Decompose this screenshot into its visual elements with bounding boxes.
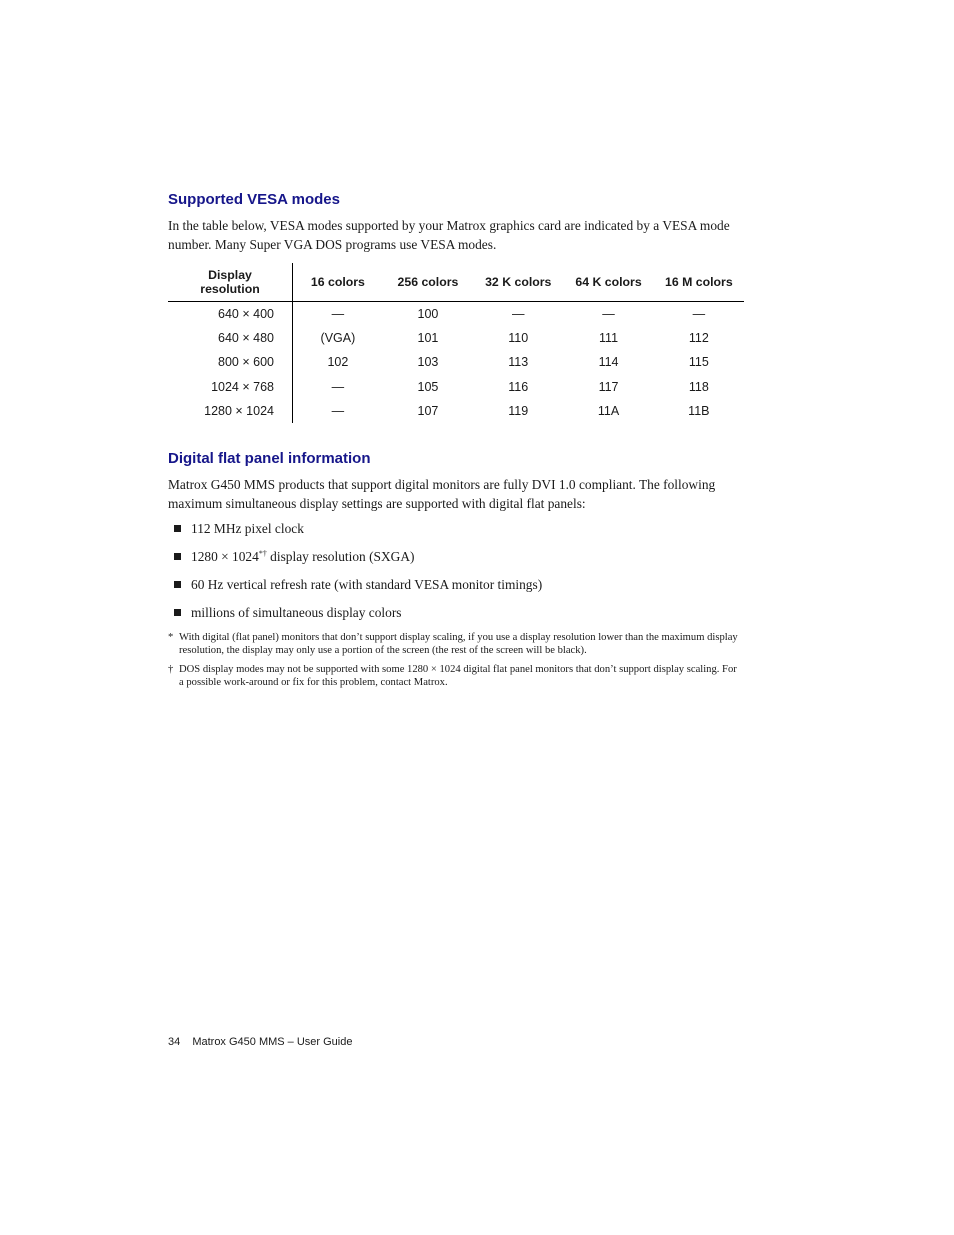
- table-cell: 118: [688, 379, 709, 394]
- table-cell: —: [331, 403, 345, 418]
- header-32k-colors: 32 K colors: [473, 263, 563, 302]
- list-item-text: display resolution (SXGA): [266, 548, 415, 564]
- list-item-text: millions of simultaneous display colors: [191, 604, 402, 620]
- footnote-mark: †: [168, 663, 174, 675]
- table-cell: 119: [508, 403, 529, 418]
- table-cell: 103: [417, 355, 439, 370]
- square-bullet-icon: [174, 581, 181, 588]
- table-cell: 117: [598, 379, 619, 394]
- page-number: 34: [168, 1036, 181, 1048]
- digital-flat-panel-heading: Digital flat panel information: [168, 449, 371, 467]
- page-footer: [168, 1035, 352, 1049]
- table-header-row: [168, 263, 744, 302]
- header-16-colors: 16 colors: [293, 263, 383, 302]
- table-cell: 11A: [597, 403, 620, 418]
- table-cell: (VGA): [320, 331, 356, 346]
- table-cell: 114: [598, 355, 619, 370]
- list-item: [168, 603, 744, 622]
- list-item: [168, 547, 744, 566]
- table-cell: —: [692, 307, 706, 322]
- table-cell: —: [331, 307, 345, 322]
- footnote: [168, 631, 744, 657]
- table-cell: 11B: [688, 403, 710, 418]
- page-content: [168, 190, 744, 695]
- table-cell: 105: [417, 379, 439, 394]
- table-cell: 112: [688, 331, 709, 346]
- header-256-colors: 256 colors: [383, 263, 473, 302]
- list-item: [168, 575, 744, 594]
- header-16m-colors: 16 M colors: [654, 263, 744, 302]
- table-row: [168, 326, 744, 350]
- table-cell: 640 × 400: [168, 302, 293, 327]
- square-bullet-icon: [174, 553, 181, 560]
- table-row: [168, 399, 744, 423]
- table-cell: 107: [417, 403, 439, 418]
- table-cell: 1024 × 768: [168, 375, 293, 399]
- table-cell: —: [602, 307, 615, 322]
- table-cell: 102: [327, 355, 349, 370]
- flat-panel-settings-list: [168, 519, 744, 622]
- table-row: [168, 375, 744, 399]
- square-bullet-icon: [174, 525, 181, 532]
- footnote-mark: *: [168, 631, 174, 643]
- vesa-modes-table: [168, 263, 744, 423]
- table-cell: 110: [508, 331, 529, 346]
- footnote: [168, 663, 744, 689]
- table-cell: 111: [599, 331, 619, 346]
- vesa-modes-heading: Supported VESA modes: [168, 191, 340, 208]
- list-item: [168, 519, 744, 538]
- footnote-reference-marks: *†: [258, 548, 267, 558]
- footnote-text: With digital (flat panel) monitors that don’t support display scaling, if you use a display resolution lower than the maximum display resolution, the display may only use a portion of the screen (the rest of the screen will be black).: [179, 631, 738, 656]
- list-item-text: 112 MHz pixel clock: [191, 520, 304, 536]
- footer-title: Matrox G450 MMS – User Guide: [192, 1036, 353, 1048]
- header-64k-colors: 64 K colors: [563, 263, 653, 302]
- list-item-resolution-value: 1280 × 1024: [191, 548, 259, 564]
- table-cell: —: [331, 379, 345, 394]
- table-cell: —: [511, 307, 525, 322]
- vesa-modes-intro: In the table below, VESA modes supported by your Matrox graphics card are indicated by a VESA mode number. Many Super VGA DOS programs use VESA modes.: [168, 218, 730, 252]
- header-display-resolution: Display resolution: [168, 263, 293, 302]
- footnote-text: DOS display modes may not be supported with some 1280 × 1024 digital flat panel monitors that don’t support display scaling. For a possible work-around or fix for this problem, contact Matrox.: [179, 663, 737, 688]
- list-item-text: 60 Hz vertical refresh rate (with standard VESA monitor timings): [191, 576, 543, 592]
- table-cell: 115: [688, 355, 709, 370]
- table-cell: 116: [508, 379, 529, 394]
- footnotes: [168, 631, 744, 689]
- square-bullet-icon: [174, 609, 181, 616]
- table-cell: 800 × 600: [168, 350, 293, 374]
- table-cell: 1280 × 1024: [168, 399, 293, 423]
- table-row: [168, 302, 744, 327]
- table-row: [168, 350, 744, 374]
- table-cell: 100: [417, 307, 439, 322]
- table-cell: 640 × 480: [168, 326, 293, 350]
- table-cell: 113: [508, 355, 529, 370]
- digital-flat-panel-intro: Matrox G450 MMS products that support digital monitors are fully DVI 1.0 compliant. The following maximum simultaneous display settings are supported with digital flat panels:: [168, 476, 716, 511]
- table-cell: 101: [417, 331, 439, 346]
